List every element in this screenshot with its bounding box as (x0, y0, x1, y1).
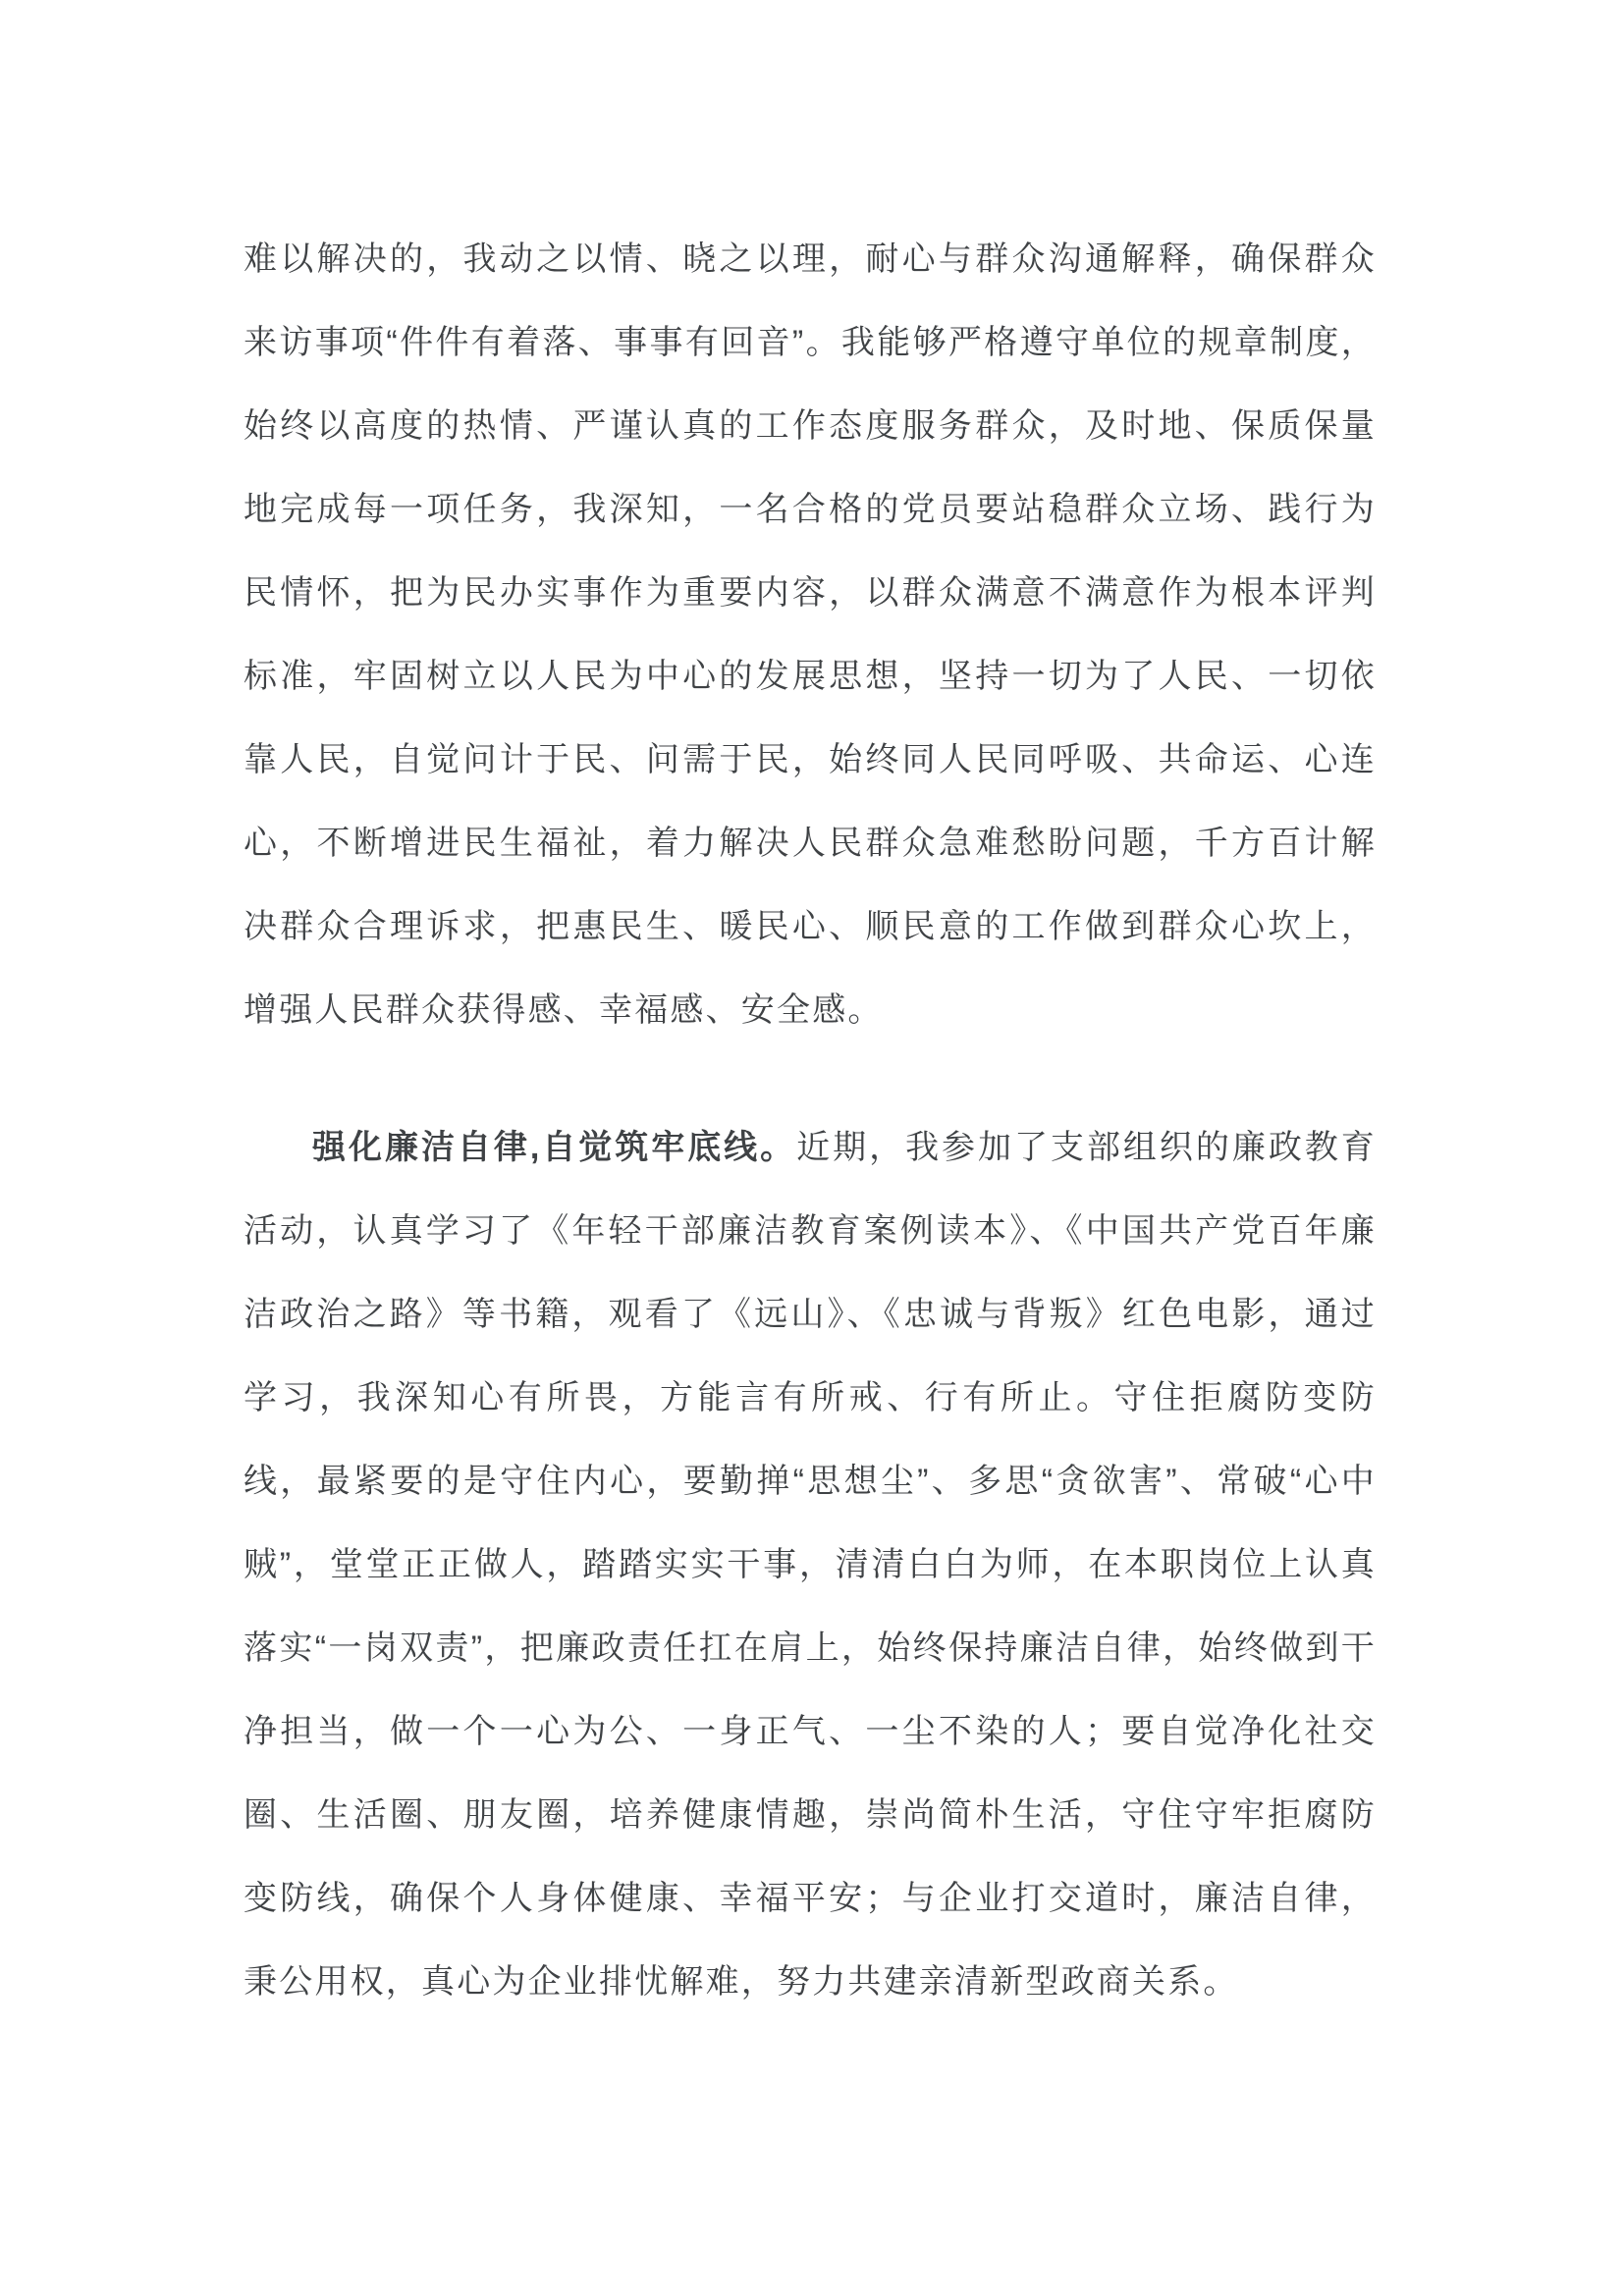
paragraph-integrity-discipline (244, 1106, 1377, 2024)
paragraph-bold-lead: 强化廉洁自律,自觉筑牢底线。 (312, 1129, 797, 1166)
paragraph-body-text: 近期，我参加了支部组织的廉政教育活动，认真学习了《年轻干部廉洁教育案例读本》、《中国共产党百年廉洁政治之路》等书籍，观看了《远山》、《忠诚与背叛》红色电影，通过学习，我深知心有所畏，方能言有所戒、行有所止。守住拒腐防变防线，最紧要的是守住内心，要勤掸“思想尘”、多思“贪欲害”、常破“心中贼”，堂堂正正做人，踏踏实实干事，清清白白为师，在本职岗位上认真落实“一岗双责”，把廉政责任扛在肩上，始终保持廉洁自律，始终做到干净担当，做一个一心为公、一身正气、一尘不染的人；要自觉净化社交圈、生活圈、朋友圈，培养健康情趣，崇尚简朴生活，守住守牢拒腐防变防线，确保个人身体健康、幸福平安；与企业打交道时，廉洁自律，秉公用权，真心为企业排忧解难，努力共建亲清新型政商关系。 (244, 1129, 1378, 2001)
document-body (244, 218, 1377, 2078)
paragraph-continuation: 难以解决的，我动之以情、晓之以理，耐心与群众沟通解释，确保群众来访事项“件件有着落、事事有回音”。我能够严格遵守单位的规章制度，始终以高度的热情、严谨认真的工作态度服务群众，及时地、保质保量地完成每一项任务，我深知，一名合格的党员要站稳群众立场、践行为民情怀，把为民办实事作为重要内容，以群众满意不满意作为根本评判标准，牢固树立以人民为中心的发展思想，坚持一切为了人民、一切依靠人民，自觉问计于民、问需于民，始终同人民同呼吸、共命运、心连心，不断增进民生福祉，着力解决人民群众急难愁盼问题，千方百计解决群众合理诉求，把惠民生、暖民心、顺民意的工作做到群众心坎上，增强人民群众获得感、幸福感、安全感。 (244, 240, 1377, 1029)
